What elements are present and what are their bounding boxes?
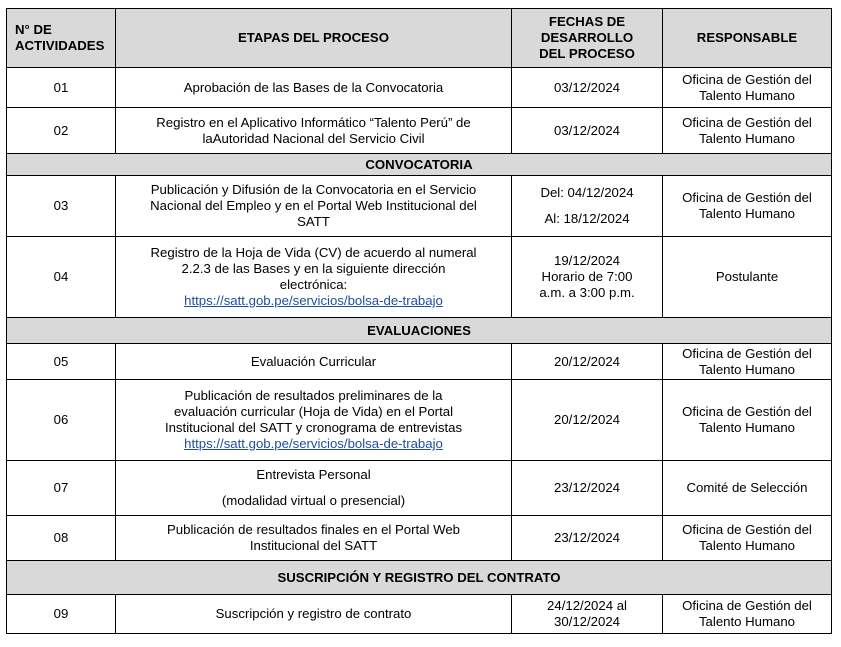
date-cell: 20/12/2024	[512, 380, 663, 461]
stage-cell: Registro en el Aplicativo Informático “Talento Perú” de laAutoridad Nacional del Servicio Civil	[116, 108, 512, 154]
table-row	[7, 237, 832, 318]
activity-number: 05	[7, 344, 116, 380]
section-row	[7, 318, 832, 344]
responsible-cell: Oficina de Gestión del Talento Humano	[663, 176, 832, 237]
section-title: EVALUACIONES	[7, 318, 832, 344]
activity-number: 06	[7, 380, 116, 461]
responsible-cell: Oficina de Gestión del Talento Humano	[663, 68, 832, 108]
date-cell: 24/12/2024 al 30/12/2024	[512, 595, 663, 634]
table-row	[7, 176, 832, 237]
stage-cell: Aprobación de las Bases de la Convocatoria	[116, 68, 512, 108]
job-board-link[interactable]: https://satt.gob.pe/servicios/bolsa-de-trabajo	[184, 293, 443, 308]
stage-cell: Registro de la Hoja de Vida (CV) de acuerdo al numeral 2.2.3 de las Bases y en la siguiente dirección electrónica: https://satt.gob.pe/servicios/bolsa-de-trabajo	[116, 237, 512, 318]
stage-cell: Entrevista Personal (modalidad virtual o presencial)	[116, 461, 512, 516]
section-row	[7, 154, 832, 176]
responsible-cell: Oficina de Gestión del Talento Humano	[663, 108, 832, 154]
activity-number: 01	[7, 68, 116, 108]
date-cell: 03/12/2024	[512, 108, 663, 154]
stage-cell: Publicación de resultados preliminares de la evaluación curricular (Hoja de Vida) en el Portal Institucional del SATT y cronograma de entrevistas https://satt.gob.pe/servicios/bolsa-de-trabajo	[116, 380, 512, 461]
responsible-cell: Comité de Selección	[663, 461, 832, 516]
stage-cell: Publicación y Difusión de la Convocatoria en el Servicio Nacional del Empleo y en el Portal Web Institucional del SATT	[116, 176, 512, 237]
table-row	[7, 461, 832, 516]
stage-cell: Evaluación Curricular	[116, 344, 512, 380]
header-dates: FECHAS DE DESARROLLO DEL PROCESO	[512, 9, 663, 68]
activity-number: 04	[7, 237, 116, 318]
responsible-cell: Postulante	[663, 237, 832, 318]
header-responsible: RESPONSABLE	[663, 9, 832, 68]
table-row	[7, 380, 832, 461]
header-activity-number: N° DE ACTIVIDADES	[7, 9, 116, 68]
table-row	[7, 68, 832, 108]
section-title: SUSCRIPCIÓN Y REGISTRO DEL CONTRATO	[7, 561, 832, 595]
header-row	[7, 9, 832, 68]
table-row	[7, 595, 832, 634]
section-title: CONVOCATORIA	[7, 154, 832, 176]
responsible-cell: Oficina de Gestión del Talento Humano	[663, 344, 832, 380]
activity-number: 03	[7, 176, 116, 237]
stage-cell: Publicación de resultados finales en el Portal Web Institucional del SATT	[116, 516, 512, 561]
table-row	[7, 516, 832, 561]
table-row	[7, 108, 832, 154]
activity-number: 09	[7, 595, 116, 634]
date-cell: Del: 04/12/2024 Al: 18/12/2024	[512, 176, 663, 237]
date-cell: 20/12/2024	[512, 344, 663, 380]
job-board-link[interactable]: https://satt.gob.pe/servicios/bolsa-de-trabajo	[184, 436, 443, 451]
schedule-table	[6, 8, 832, 634]
date-cell: 23/12/2024	[512, 461, 663, 516]
table-row	[7, 344, 832, 380]
date-cell: 03/12/2024	[512, 68, 663, 108]
activity-number: 08	[7, 516, 116, 561]
date-cell: 19/12/2024 Horario de 7:00 a.m. a 3:00 p.m.	[512, 237, 663, 318]
activity-number: 02	[7, 108, 116, 154]
responsible-cell: Oficina de Gestión del Talento Humano	[663, 380, 832, 461]
responsible-cell: Oficina de Gestión del Talento Humano	[663, 516, 832, 561]
responsible-cell: Oficina de Gestión del Talento Humano	[663, 595, 832, 634]
activity-number: 07	[7, 461, 116, 516]
header-stages: ETAPAS DEL PROCESO	[116, 9, 512, 68]
date-cell: 23/12/2024	[512, 516, 663, 561]
section-row	[7, 561, 832, 595]
stage-cell: Suscripción y registro de contrato	[116, 595, 512, 634]
